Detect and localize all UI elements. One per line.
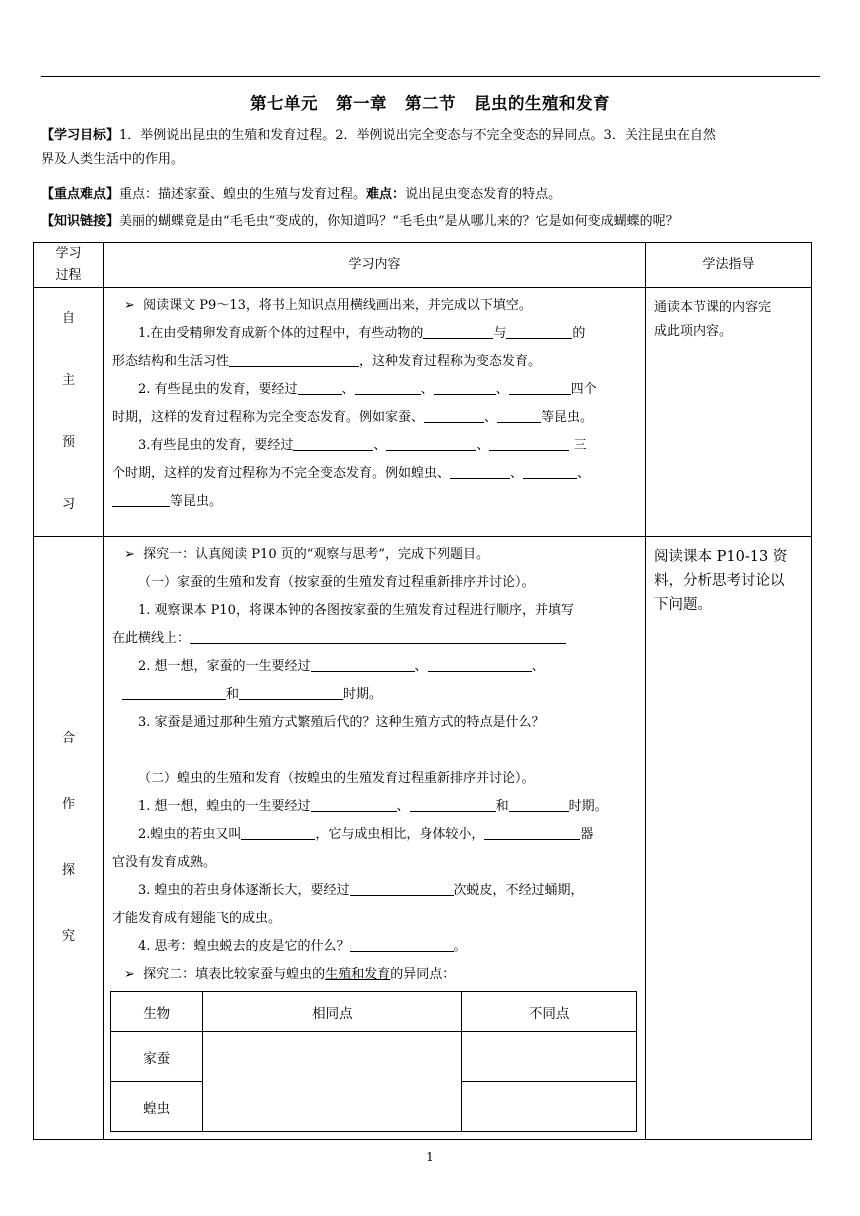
compare-header-differences: 不同点: [462, 992, 637, 1032]
fill-blank[interactable]: [386, 435, 476, 451]
fill-blank[interactable]: [350, 880, 454, 896]
compare-row-locust: 蝗虫: [111, 1082, 203, 1132]
silkworm-differences-cell[interactable]: [462, 1032, 637, 1082]
section-label-cooperative-inquiry: 合 作 探 究: [34, 537, 104, 1140]
fill-blank[interactable]: [311, 656, 415, 672]
header-process: 学习 过程: [34, 243, 104, 288]
self-preview-content: ➢ 阅读课文 P9～13，将书上知识点用横线画出来，并完成以下填空。 1.在由受精卵发育成新个体的过程中，有些动物的 与 的 形态结构和生活习性 ，这种发育过程称为变态发育。 2. 有些昆虫的发育，要经过 、 、 、 四个 时期，这样的发育过程称为完全变态发育。例如家蚕、 、 等昆虫。 3.有些昆虫的发育，要经过 、 、 三 个时期，这样的发育过程称为不完全变态发育。例如蝗虫、 、 、 等昆虫。: [104, 288, 646, 537]
fill-blank[interactable]: [424, 407, 484, 423]
comparison-table: [110, 991, 637, 1132]
fill-blank[interactable]: [311, 796, 397, 812]
self-preview-guide: 通读本节课的内容完 成此项内容。: [646, 288, 812, 537]
page-number: 1: [426, 1150, 434, 1164]
fill-blank[interactable]: [523, 463, 577, 479]
compare-header-organism: 生物: [111, 992, 203, 1032]
fill-blank[interactable]: [293, 435, 373, 451]
header-guide: 学法指导: [646, 243, 812, 288]
fill-blank[interactable]: [434, 379, 496, 395]
fill-blank[interactable]: [423, 323, 493, 339]
section-cooperative-inquiry: [34, 537, 812, 1140]
locust-differences-cell[interactable]: [462, 1082, 637, 1132]
fill-blank[interactable]: [509, 379, 571, 395]
top-rule: [41, 76, 820, 77]
fill-blank[interactable]: [112, 491, 170, 507]
fill-blank[interactable]: [489, 435, 569, 451]
fill-blank[interactable]: [497, 407, 541, 423]
fill-blank[interactable]: [350, 936, 454, 952]
fill-blank[interactable]: [122, 684, 226, 700]
study-table: [33, 242, 812, 1140]
header-content: 学习内容: [104, 243, 646, 288]
fill-blank[interactable]: [355, 379, 421, 395]
key-points: 【重点难点】重点：描述家蚕、蝗虫的生殖与发育过程。难点：说出昆虫变态发育的特点。: [41, 187, 562, 202]
cooperative-inquiry-guide: 阅读课本 P10-13 资 料，分析思考讨论以 下问题。: [646, 537, 812, 1140]
fill-blank[interactable]: [298, 379, 342, 395]
similarities-answer-cell[interactable]: [203, 1032, 462, 1132]
fill-blank[interactable]: [241, 824, 315, 840]
compare-header-similarities: 相同点: [203, 992, 462, 1032]
fill-blank[interactable]: [428, 656, 532, 672]
fill-blank[interactable]: [190, 628, 566, 644]
section-label-self-preview: 自 主 预 习: [34, 288, 104, 537]
cooperative-inquiry-content: ➢ 探究一：认真阅读 P10 页的“观察与思考”，完成下列题目。 （一）家蚕的生殖和发育（按家蚕的生殖发育过程重新排序并讨论）。 1. 观察课本 P10，将课本钟的各图按家蚕的生殖发育过程进行顺序，并填写 在此横线上： 2. 想一想，家蚕的一生要经过 、 、 和 时期。 3. 家蚕是通过那种生殖方式繁殖后代的？这种生殖方式的特点是什么？ （二）蝗虫的生殖和发育（按蝗虫的生殖发育过程重新排序并讨论）。 1. 想一想，蝗虫的一生要经过 、 和 时期。 2.蝗虫的若虫又叫 ，它与成虫相比，身体较小， 器 官没有发育成熟。 3. 蝗虫的若虫身体逐渐长大，要经过 次蜕皮，不经过蛹期， 才能发育成有翅能飞的成虫。 4. 思考：蝗虫蜕去的皮是它的什么？ 。 ➢ 探究二：填表比较家蚕与蝗虫的生殖和发育的异同点： 生物 相同点 不同点 家蚕 蝗虫: [104, 537, 646, 1140]
learning-objectives: 【学习目标】1．举例说出昆虫的生殖和发育过程。2．举例说出完全变态与不完全变态的异同点。3．关注昆虫在自然 界及人类生活中的作用。: [41, 128, 716, 167]
compare-row-silkworm: 家蚕: [111, 1032, 203, 1082]
fill-blank[interactable]: [484, 824, 580, 840]
fill-blank[interactable]: [229, 351, 359, 367]
fill-blank[interactable]: [509, 796, 569, 812]
fill-blank[interactable]: [239, 684, 343, 700]
knowledge-link: 【知识链接】美丽的蝴蝶竟是由“毛毛虫”变成的，你知道吗？“毛毛虫”是从哪儿来的？它是如何变成蝴蝶的呢？: [41, 214, 679, 229]
section-self-preview: [34, 288, 812, 537]
fill-blank[interactable]: [410, 796, 496, 812]
fill-blank[interactable]: [506, 323, 572, 339]
page-title: 第七单元 第一章 第二节 昆虫的生殖和发育: [250, 94, 610, 113]
fill-blank[interactable]: [450, 463, 510, 479]
